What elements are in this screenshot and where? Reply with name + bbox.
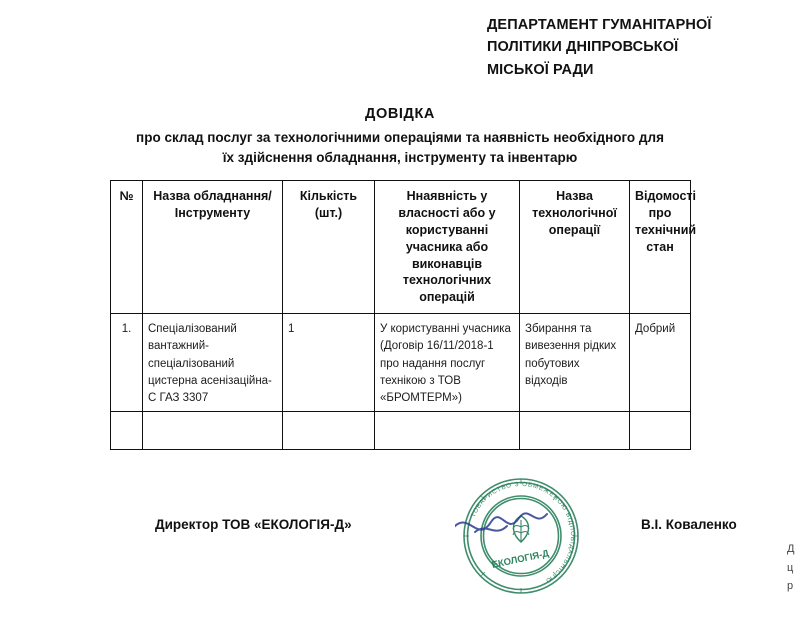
company-stamp-icon <box>455 470 587 602</box>
letterhead-line-2: ПОЛІТИКИ ДНІПРОВСЬКОЇ <box>487 39 679 56</box>
signature-block <box>0 505 800 545</box>
cell-empty-equipment <box>143 412 283 450</box>
table-row <box>111 314 691 412</box>
page-edge-note <box>787 540 794 596</box>
cell-operation: Збирання та вивезення рідких побутових відходів <box>520 314 630 412</box>
signature-name: В.І. Коваленко <box>641 517 737 532</box>
signature-title: Директор ТОВ «ЕКОЛОГІЯ-Д» <box>155 517 352 532</box>
page-edge-note-line-1: Д <box>787 543 795 555</box>
page-edge-note-line-3: р <box>787 580 794 593</box>
page-edge-note-line-2: ц <box>787 561 794 574</box>
cell-empty-condition <box>630 412 691 450</box>
cell-quantity: 1 <box>283 314 375 412</box>
table-header-row <box>111 181 691 314</box>
cell-ownership: У користуванні учасника (Договір 16/11/2018-1 про надання послуг технікою з ТОВ «БРОМТЕРМ») <box>375 314 520 412</box>
equipment-table <box>110 180 697 450</box>
cell-empty-quantity <box>283 412 375 450</box>
svg-text:ЕКОЛОГІЯ-Д: ЕКОЛОГІЯ-Д <box>490 548 551 571</box>
cell-equipment: Спеціалізований вантажний-спеціалізований цистерна асенізаційна-С ГАЗ 3307 <box>143 314 283 412</box>
document-subtitle-line-1: про склад послуг за технологічними операціями та наявність необхідного для <box>136 130 664 145</box>
cell-empty-number <box>111 412 143 450</box>
cell-empty-operation <box>520 412 630 450</box>
cell-condition: Добрий <box>630 314 691 412</box>
table-header-number: № <box>111 181 143 314</box>
table-header-equipment: Назва обладнання/Інструменту <box>143 181 283 314</box>
cell-number: 1. <box>111 314 143 412</box>
table-header-operation: Назва технологічної операції <box>520 181 630 314</box>
table-header-quantity: Кількість (шт.) <box>283 181 375 314</box>
table-row-empty <box>111 412 691 450</box>
cell-empty-ownership <box>375 412 520 450</box>
table-header-condition: Відомості про технічний стан <box>630 181 691 314</box>
svg-text:ТОВАРИСТВО З ОБМЕЖЕНОЮ ВІДПОВІ: ТОВАРИСТВО З ОБМЕЖЕНОЮ ВІДПОВІДАЛЬНІСТЮ <box>469 480 577 585</box>
letterhead <box>487 14 777 81</box>
document-title: ДОВІДКА <box>365 106 435 122</box>
document-subtitle-line-2: їх здійснення обладнання, інструменту та інвентарю <box>222 150 578 166</box>
letterhead-line-3: МІСЬКОЇ РАДИ <box>487 61 594 78</box>
document-subtitle <box>100 128 700 169</box>
letterhead-line-1: ДЕПАРТАМЕНТ ГУМАНІТАРНОЇ <box>487 17 712 33</box>
table-header-ownership: Ннаявність у власності або у користуванні учасника або виконавців технологічних операцій <box>375 181 520 314</box>
